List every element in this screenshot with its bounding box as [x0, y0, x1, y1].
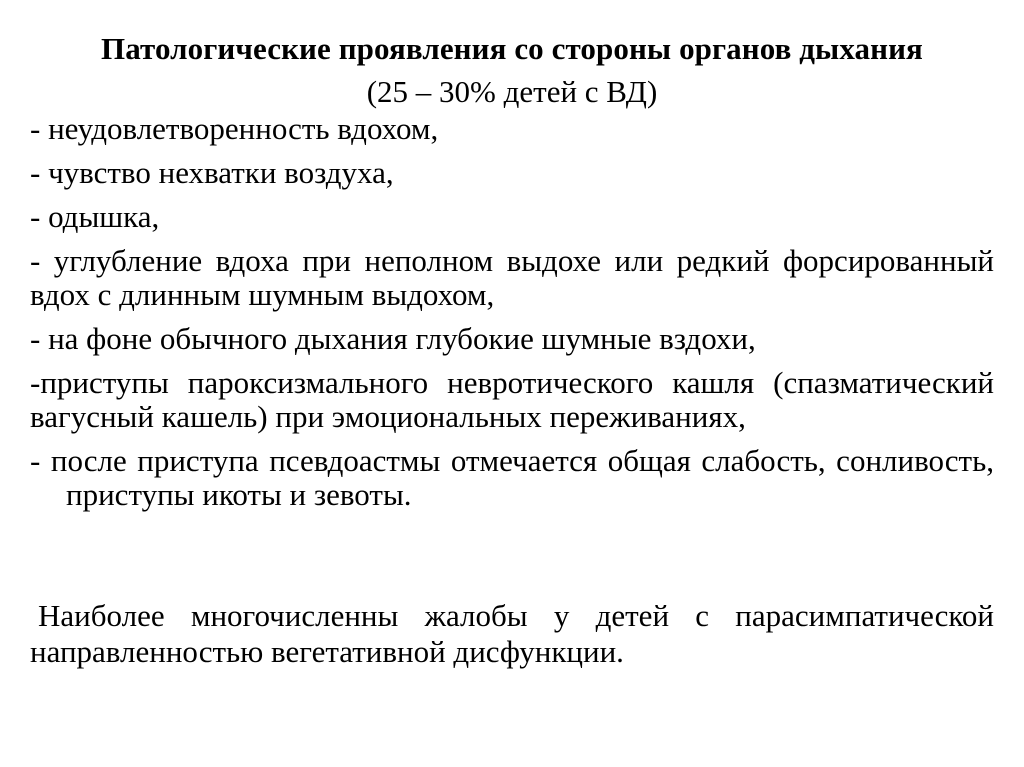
slide-subtitle: (25 – 30% детей с ВД) [366, 74, 658, 109]
list-item: - на фоне обычного дыхания глубокие шумные вздохи, [30, 321, 756, 356]
list-item: -приступы пароксизмального невротического кашля (спазматический вагусный кашель) при эмоциональных переживаниях, [30, 365, 994, 434]
list-item: - чувство нехватки воздуха, [30, 155, 394, 190]
summary-note: Наиболее многочисленны жалобы у детей с парасимпатической направленностью вегетативной дисфункции. [30, 598, 994, 669]
slide-title: Патологические проявления со стороны органов дыхания [101, 31, 923, 66]
list-item: - одышка, [30, 199, 160, 234]
list-item: - неудовлетворенность вдохом, [30, 111, 439, 146]
list-item: - после приступа псевдоастмы отмечается общая слабость, сонливость, приступы икоты и зевоты. [30, 443, 994, 512]
symptom-list [30, 112, 994, 522]
list-item: - углубление вдоха при неполном выдохе или редкий форсированный вдох с длинным шумным выдохом, [30, 243, 994, 312]
